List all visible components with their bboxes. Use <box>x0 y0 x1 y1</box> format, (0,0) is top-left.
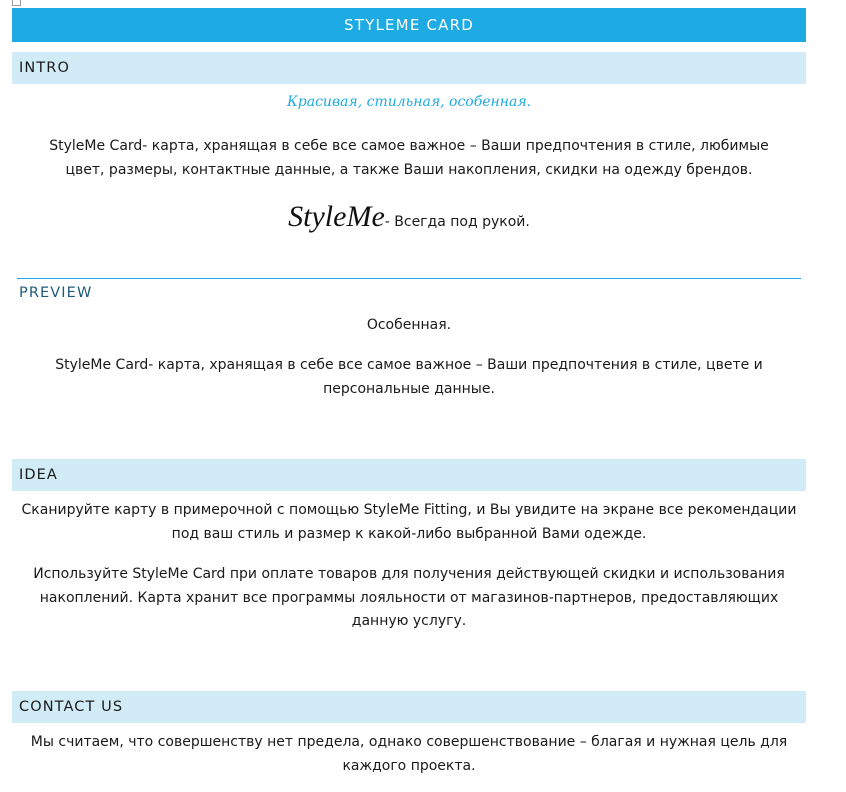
corner-checkbox[interactable] <box>12 0 21 6</box>
idea-paragraph-2: Используйте StyleMe Card при оплате товаров для получения действующей скидки и использования накоплений. Карта хранит все программы лояльности от магазинов-партнеров, предоставляющих данную услугу. <box>33 566 785 629</box>
intro-paragraph: StyleMe Card- карта, хранящая в себе все самое важное – Ваши предпочтения в стиле, любимые цвет, размеры, контактные данные, а также Ваши накопления, скидки на одежду брендов. <box>49 138 769 178</box>
page-title: STYLEME CARD <box>12 8 806 42</box>
intro-slogan <box>12 200 806 234</box>
section-heading-preview: PREVIEW <box>19 285 93 301</box>
slogan-rest: - Всегда под рукой. <box>384 214 530 230</box>
contact-paragraph: Мы считаем, что совершенству нет предела, однако совершенствование – благая и нужная цель для каждого проекта. <box>30 734 788 774</box>
section-divider <box>17 278 801 279</box>
section-heading-contact: CONTACT US <box>12 691 806 723</box>
slogan-brand: StyleMe <box>288 200 385 233</box>
section-heading-idea: IDEA <box>12 459 806 491</box>
preview-subtitle: Особенная. <box>366 317 452 333</box>
preview-paragraph: StyleMe Card- карта, хранящая в себе все самое важное – Ваши предпочтения в стиле, цвете и персональные данные. <box>55 357 763 397</box>
section-heading-intro: INTRO <box>12 52 806 84</box>
idea-paragraph-1: Сканируйте карту в примерочной с помощью StyleMe Fitting, и Вы увидите на экране все рекомендации под ваш стиль и размер к какой-либо выбранной Вами одежде. <box>21 502 797 542</box>
intro-tagline: Красивая, стильная, особенная. <box>286 94 532 110</box>
